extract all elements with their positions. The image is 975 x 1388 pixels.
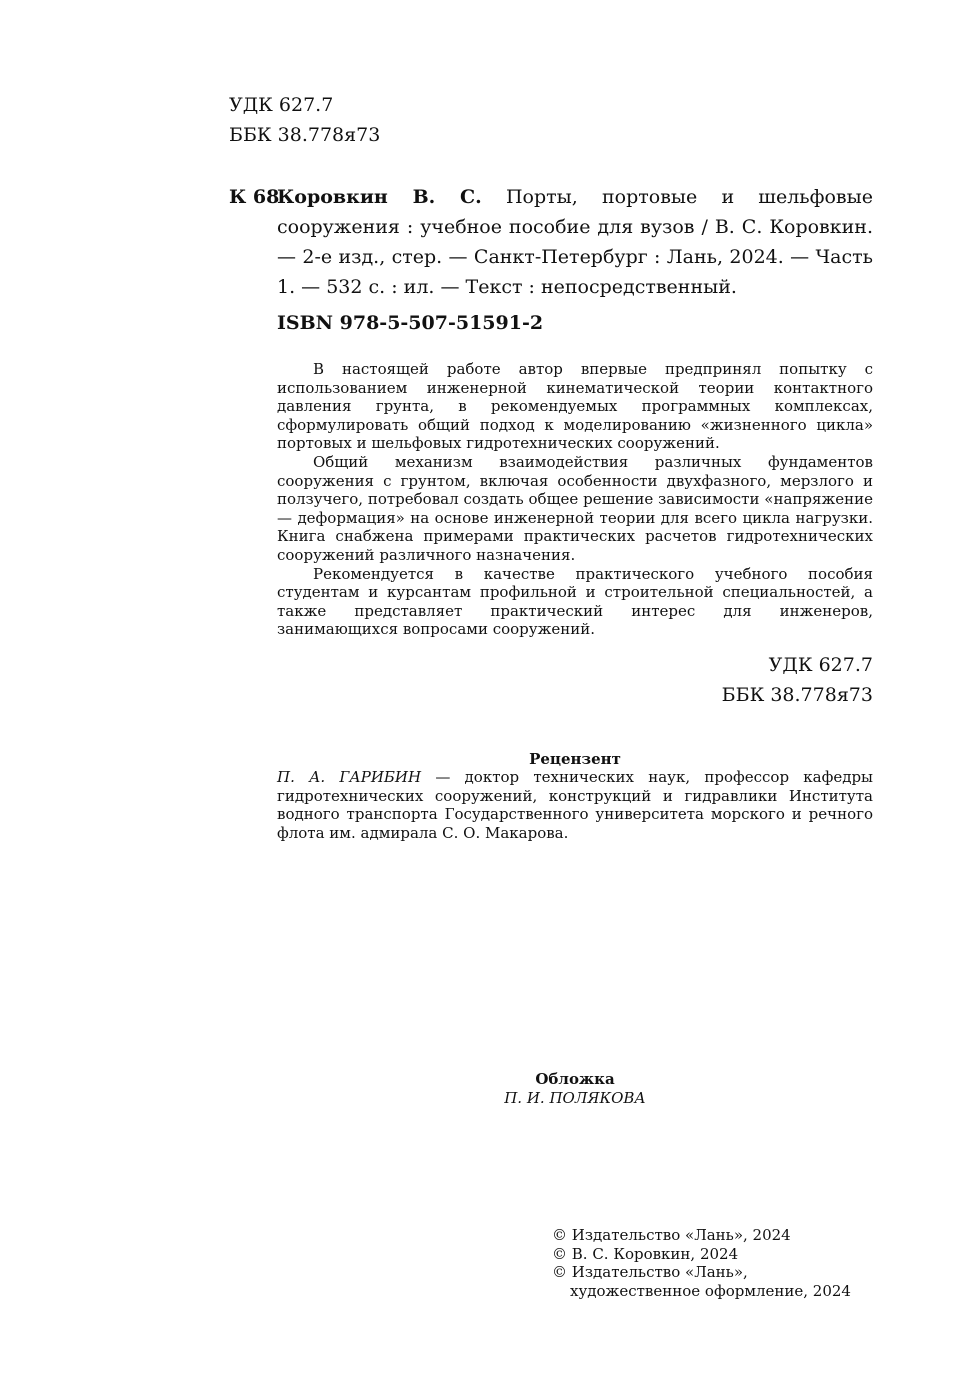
cover-credit — [450, 1070, 700, 1107]
catalog-author: Коровкин В. С. — [277, 186, 482, 208]
top-bbk: ББК 38.778я73 — [229, 124, 381, 146]
top-udk: УДК 627.7 — [229, 94, 334, 116]
catalog-entry — [277, 182, 873, 302]
abstract — [277, 360, 873, 639]
copyright-line-4: художественное оформление, 2024 — [570, 1281, 851, 1300]
abstract-paragraph-2: Общий механизм взаимодействия различных фундаментов сооружения с грунтом, включая особенности двухфазного, мерзлого и ползучего, потребовал создать общее решение зависимости «напряжение — деформация» на основе инженерной теории для всего цикла нагрузки. Книга снабжена примерами практических расчетов гидротехнических сооружений различного назначения. — [277, 452, 873, 564]
copyright-line-3: © Издательство «Лань», — [552, 1263, 748, 1282]
copyright-line-1: © Издательство «Лань», 2024 — [552, 1226, 791, 1244]
copyright-block — [552, 1226, 851, 1300]
abstract-paragraph-1: В настоящей работе автор впервые предпринял попытку с использованием инженерной кинематической теории контактного давления грунта, в рекомендуемых программных комплексах, сформулировать общий подход к моделированию «жизненного цикла» портовых и шельфовых гидротехнических сооружений. — [277, 360, 873, 453]
bottom-bbk: ББК 38.778я73 — [721, 684, 873, 706]
abstract-paragraph-3: Рекомендуется в качестве практического учебного пособия студентам и курсантам профильной и строительной специальностей, а также представляет практический интерес для инженеров, занимающихся вопросами сооружений. — [277, 564, 873, 639]
copyright-line-2: © В. С. Коровкин, 2024 — [552, 1244, 739, 1263]
bottom-udk: УДК 627.7 — [768, 654, 873, 676]
catalog-code: К 68 — [229, 186, 280, 208]
isbn: ISBN 978-5-507-51591-2 — [277, 312, 544, 334]
reviewer-details: — доктор технических наук, профессор кафедры гидротехнических сооружений, конструкций и гидравлики Института водного транспорта Государственного университета морского и речного флота им. адмирала С. О. Макарова. — [277, 768, 873, 842]
top-codes — [229, 90, 380, 150]
cover-heading: Обложка — [535, 1070, 615, 1088]
reviewer-heading: Рецензент — [529, 750, 621, 768]
catalog-description: Порты, портовые и шельфовые сооружения : учебное пособие для вузов / В. С. Коровкин. — 2-е изд., стер. — Санкт-Петербург : Лань, 2024. — Часть 1. — 532 с. : ил. — Текст : непосредственный. — [277, 186, 873, 298]
reviewer-name: П. А. ГАРИБИН — [277, 768, 422, 786]
bottom-codes — [600, 650, 873, 710]
reviewer-text — [277, 768, 873, 842]
cover-name: П. И. ПОЛЯКОВА — [504, 1088, 646, 1107]
